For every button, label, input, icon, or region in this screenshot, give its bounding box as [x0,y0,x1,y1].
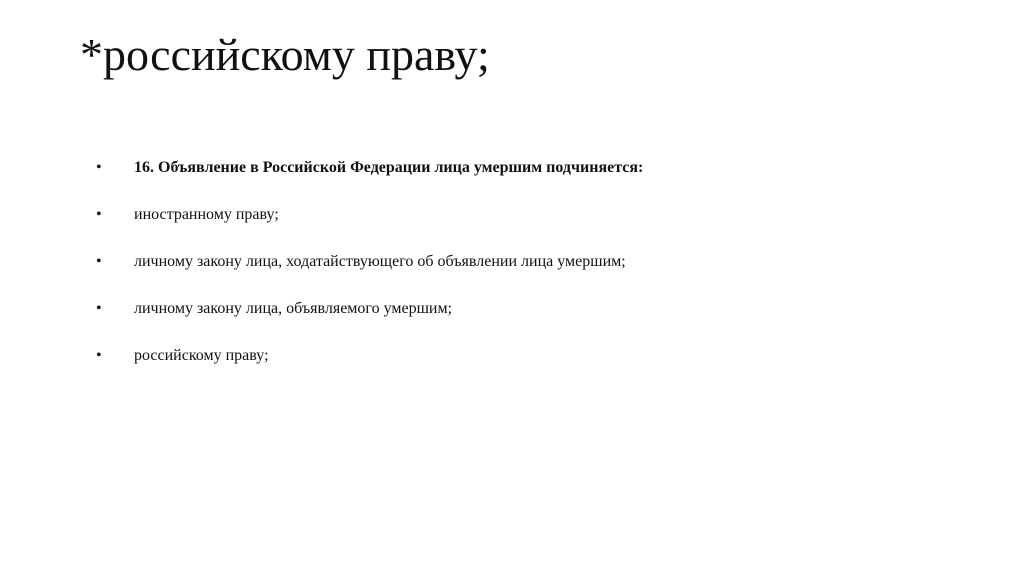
bullet-dot-icon: • [96,159,102,176]
answer-option-text: иностранному праву; [134,206,279,223]
bullet-dot-icon: • [96,300,102,317]
bullet-dot-icon: • [96,347,102,364]
bullet-dot-icon: • [96,206,102,223]
answer-option [96,252,956,299]
answer-option-text: личному закону лица, ходатайствующего об объявлении лица умершим; [134,253,626,270]
answer-option [96,205,956,252]
bullet-dot-icon: • [96,253,102,270]
answer-option-text: личному закону лица, объявляемого умершим; [134,300,453,317]
answer-option-text: российскому праву; [134,347,269,364]
answer-option [96,299,956,346]
slide-title: *российскому праву; [80,29,490,80]
question-item [96,158,956,205]
answer-option [96,346,956,393]
bullet-list [96,158,956,393]
question-text: 16. Объявление в Российской Федерации лица умершим подчиняется: [134,159,644,176]
